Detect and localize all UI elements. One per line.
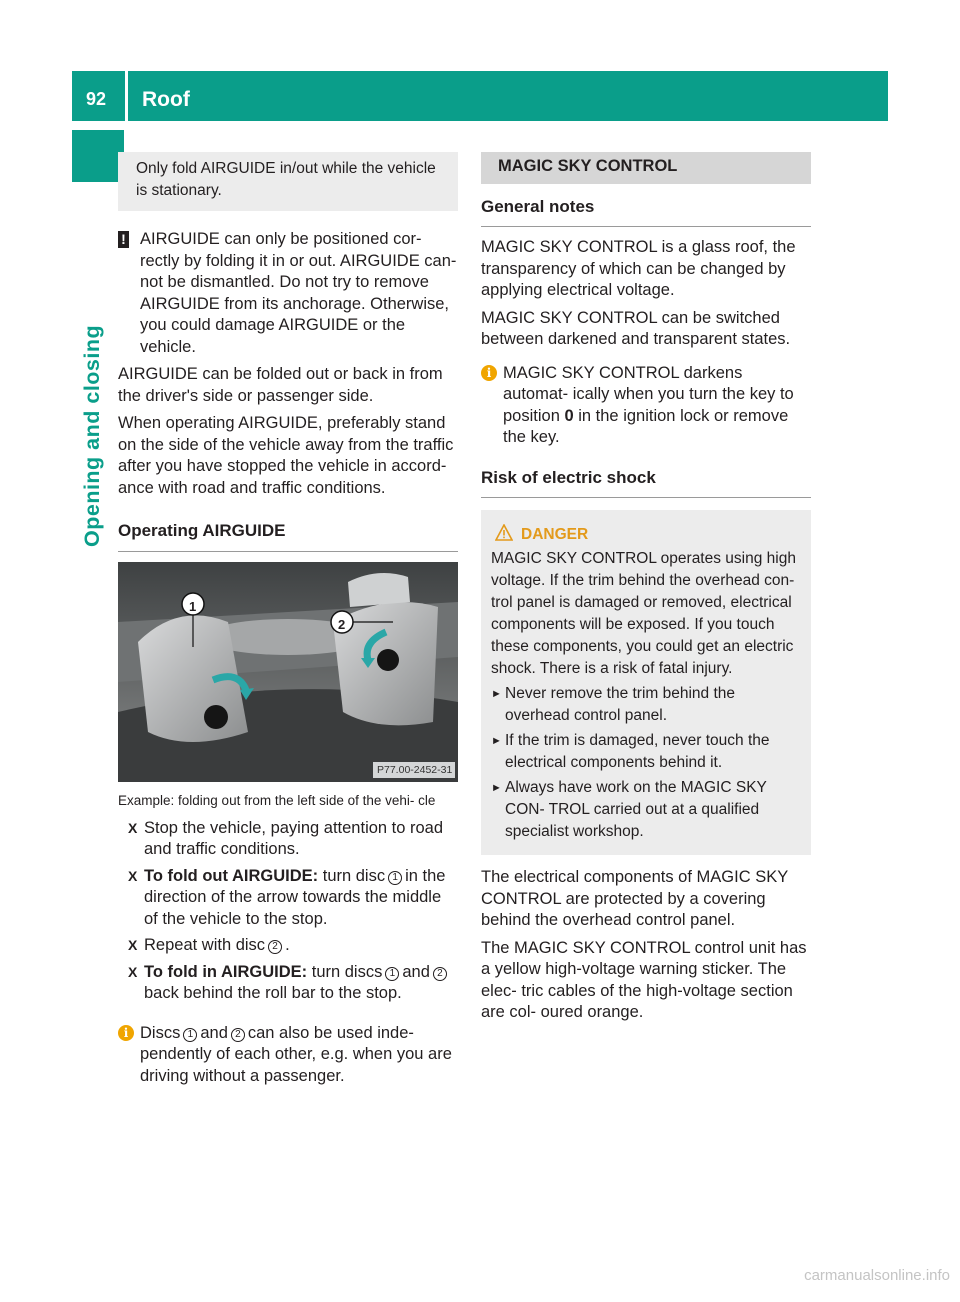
disc-1-icon: 1 <box>183 1028 197 1042</box>
info-block <box>118 1023 458 1088</box>
step <box>118 866 458 931</box>
step-arrow-icon: X <box>128 963 138 980</box>
info-text: can also be used inde- pendently of each other, e.g. when you are driving without a passenger. <box>140 1023 452 1085</box>
list-item-text: If the trim is damaged, never touch the electrical components behind it. <box>505 732 770 771</box>
info-text: in the ignition lock or remove the key. <box>503 406 789 446</box>
paragraph: The electrical components of MAGIC SKY CONTROL are protected by a covering behind the overhead control panel. <box>481 868 788 929</box>
bullet-icon: ► <box>491 782 502 794</box>
info-icon: i <box>481 365 497 381</box>
warning-text: AIRGUIDE can only be positioned cor- rectly by folding it in or out. AIRGUIDE can- not be dismantled. Do not try to remove AIRGUIDE from its anchorage. Otherwise, you could damage AIRGUIDE or the vehicle. <box>140 230 457 356</box>
warning-block <box>118 229 458 358</box>
danger-text: MAGIC SKY CONTROL operates using high voltage. If the trim behind the overhead con- trol panel is damaged or removed, electrical components will be exposed. If you touch these components, you could get an electric shock. There is a risk of fatal injury. <box>491 550 796 677</box>
section-heading-magic-sky-control: MAGIC SKY CONTROL <box>481 152 811 184</box>
info-text: MAGIC SKY CONTROL darkens automat- ically when you turn the key to position <box>503 363 794 425</box>
note-box: Only fold AIRGUIDE in/out while the vehicle is stationary. <box>118 152 458 211</box>
list-item <box>491 683 801 727</box>
callout-1-label: 1 <box>189 598 197 614</box>
warning-icon: ! <box>118 231 129 248</box>
paragraph: AIRGUIDE can be folded out or back in from the driver's side or passenger side. <box>118 365 443 405</box>
subheading-risk-of-electric-shock: Risk of electric shock <box>481 467 811 499</box>
callout-2-label: 2 <box>338 616 346 632</box>
danger-box <box>481 510 811 855</box>
list-item <box>491 730 801 774</box>
photo-caption: Example: folding out from the left side of the vehi- cle <box>118 792 436 808</box>
page-number: 92 <box>72 71 125 121</box>
step-text: Repeat with disc <box>144 936 266 954</box>
step-label: To fold in AIRGUIDE: <box>144 962 308 981</box>
airguide-photo <box>118 562 458 782</box>
disc-1-icon: 1 <box>385 967 399 981</box>
step-label: To fold out AIRGUIDE: <box>144 866 319 885</box>
bullet-icon: ► <box>491 735 502 747</box>
list-item-text: Always have work on the MAGIC SKY CON- TROL carried out at a qualified specialist workshop. <box>505 779 767 840</box>
info-text: Discs <box>140 1023 181 1042</box>
step <box>118 818 458 861</box>
paragraph: When operating AIRGUIDE, preferably stand on the side of the vehicle away from the traffic after you have stopped the vehicle in accord- ance with road and traffic conditions. <box>118 414 454 497</box>
info-icon: i <box>118 1025 134 1041</box>
list-item <box>491 777 801 843</box>
step-text: . <box>285 936 290 954</box>
info-block <box>481 363 811 449</box>
step-arrow-icon: X <box>128 867 138 884</box>
subheading-general-notes: General notes <box>481 196 811 228</box>
side-tab-marker <box>72 130 124 182</box>
left-column <box>118 152 458 1087</box>
step-text: back behind the roll bar to the stop. <box>144 984 402 1002</box>
danger-label: DANGER <box>521 526 589 543</box>
disc-2-icon: 2 <box>231 1028 245 1042</box>
step-text: turn disc <box>322 866 386 885</box>
step-arrow-icon: X <box>128 819 138 836</box>
step <box>118 935 458 957</box>
paragraph: The MAGIC SKY CONTROL control unit has a yellow high-voltage warning sticker. The elec- tric cables of the high-voltage section are col- oured orange. <box>481 938 807 1021</box>
paragraph: MAGIC SKY CONTROL can be switched between darkened and transparent states. <box>481 308 791 348</box>
step-text: turn discs <box>311 962 383 981</box>
disc-2-icon: 2 <box>433 967 447 981</box>
danger-heading <box>491 524 801 546</box>
side-tab-label: Opening and closing <box>80 324 104 547</box>
section-title: Roof <box>128 71 888 121</box>
step-text: and <box>402 962 430 981</box>
paragraph: MAGIC SKY CONTROL is a glass roof, the transparency of which can be changed by applying electrical voltage. <box>481 238 796 299</box>
bullet-icon: ► <box>491 688 502 700</box>
photo-code: P77.00-2452-31 <box>377 763 453 776</box>
watermark: carmanualsonline.info <box>804 1267 950 1284</box>
step-text: in the direction of the arrow towards the middle of the vehicle to the stop. <box>144 866 446 928</box>
disc-1-icon: 1 <box>388 871 402 885</box>
disc-2-icon: 2 <box>268 940 282 954</box>
step-text: Stop the vehicle, paying attention to road and traffic conditions. <box>144 818 444 858</box>
car-interior-illustration <box>118 562 458 782</box>
key-position: 0 <box>564 406 574 425</box>
step <box>118 962 458 1005</box>
right-column <box>481 152 811 1024</box>
list-item-text: Never remove the trim behind the overhead control panel. <box>505 685 736 724</box>
subheading-operating-airguide: Operating AIRGUIDE <box>118 520 458 552</box>
step-arrow-icon: X <box>128 937 138 953</box>
warning-triangle-icon <box>495 524 513 548</box>
info-text: and <box>200 1023 228 1042</box>
